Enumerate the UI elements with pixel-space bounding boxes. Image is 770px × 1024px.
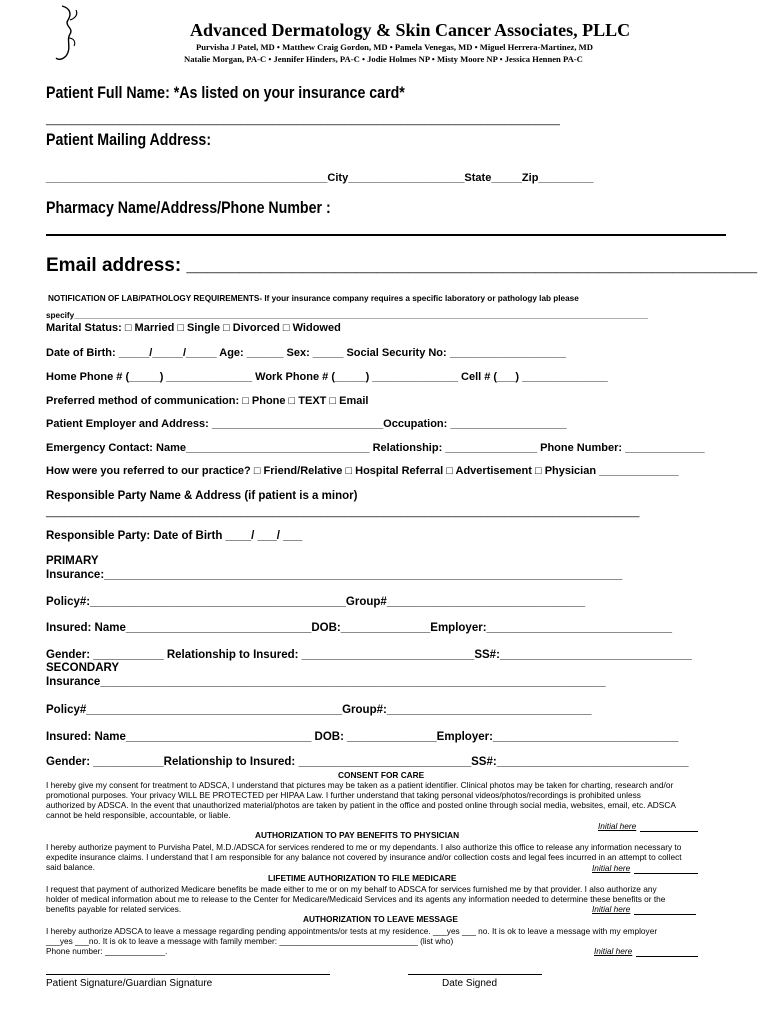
email-field[interactable]: Email address: ______________________________________________________ <box>46 255 758 276</box>
date-line[interactable] <box>408 974 542 975</box>
initial-here-medicare: Initial here <box>592 904 631 914</box>
employer-row[interactable]: Patient Employer and Address: ____________________________Occupation: ___________________ <box>46 418 567 430</box>
medicare-text-1: I request that payment of authorized Medicare benefits be made either to me or on my behalf to ADSCA for services furnished me by that provider. I also authorize any <box>46 884 657 894</box>
phone-numbers-row[interactable]: Home Phone # (_____) ______________ Work Phone # (_____) ______________ Cell # (___) ______________ <box>46 371 608 383</box>
emergency-contact-row[interactable]: Emergency Contact: Name______________________________ Relationship: _______________ Phone Number: _____________ <box>46 442 705 454</box>
mailing-address-label: Patient Mailing Address: <box>46 131 212 149</box>
notification-text: NOTIFICATION OF LAB/PATHOLOGY REQUIREMENTS- If your insurance company requires a specific laboratory or pathology lab please <box>48 294 579 303</box>
message-phone-field[interactable]: Phone number: _____________. <box>46 946 168 956</box>
initial-line-message[interactable] <box>636 956 698 957</box>
patient-name-field[interactable]: ____________________________________________________________________________________ <box>46 114 560 126</box>
initial-line-medicare[interactable] <box>634 914 696 915</box>
primary-policy-group-row[interactable]: Policy#:________________________________________Group#_______________________________ <box>46 596 586 608</box>
secondary-insurance-field[interactable]: Insurance_______________________________________________________________________________ <box>46 676 606 688</box>
date-signed-label: Date Signed <box>442 978 498 989</box>
authorization-text-2: expedite insurance claims. I understand that I am responsible for any balance not covered by insurance and/or collection costs and legal fees incurred in an attempt to collect <box>46 852 682 862</box>
primary-insured-row[interactable]: Insured: Name_____________________________DOB:______________Employer:_____________________________ <box>46 622 672 634</box>
providers-line-1: Purvisha J Patel, MD • Matthew Craig Gordon, MD • Pamela Venegas, MD • Miguel Herrera-Martinez, MD <box>196 42 593 52</box>
authorization-text-3: said balance. <box>46 862 95 872</box>
secondary-gender-relationship-row[interactable]: Gender: ___________Relationship to Insured: ___________________________SS#:______________________________ <box>46 756 689 768</box>
responsible-party-dob[interactable]: Responsible Party: Date of Birth ____/ ___/ ___ <box>46 530 303 542</box>
initial-here-consent: Initial here <box>598 821 637 831</box>
secondary-policy-group-row[interactable]: Policy#________________________________________Group#:________________________________ <box>46 704 592 716</box>
lab-specify-field[interactable]: specify______________________________________________________________________________________________________________________________ <box>46 311 648 320</box>
consent-text-2: promotional purposes. Your privacy WILL BE PROTECTED per HIPAA Law. I further understand that taking personal videos/photos/recordings is prohibited unless <box>46 790 641 800</box>
providers-line-2: Natalie Morgan, PA-C • Jennifer Hinders, PA-C • Jodie Holmes NP • Misty Moore NP • Jessica Hennen PA-C <box>184 54 583 64</box>
secondary-insurance-heading: SECONDARY <box>46 662 120 674</box>
message-text-1[interactable]: I hereby authorize ADSCA to leave a message regarding pending appointments/or tests at my residence. ___yes ___ no. It is ok to leave a message with my employer <box>46 926 658 936</box>
primary-insurance-field[interactable]: Insurance:_________________________________________________________________________________ <box>46 569 623 581</box>
pharmacy-label: Pharmacy Name/Address/Phone Number : <box>46 199 331 217</box>
dob-age-sex-ssn-row[interactable]: Date of Birth: _____/_____/_____ Age: ______ Sex: _____ Social Security No: ___________________ <box>46 347 566 359</box>
patient-name-label: Patient Full Name: *As listed on your insurance card* <box>46 84 405 102</box>
medicare-text-3: benefits payable for related services. <box>46 904 182 914</box>
preferred-communication-options[interactable]: Preferred method of communication: □ Phone □ TEXT □ Email <box>46 395 369 407</box>
marital-status-options[interactable]: Marital Status: □ Married □ Single □ Divorced □ Widowed <box>46 322 341 334</box>
initial-here-message: Initial here <box>594 946 633 956</box>
initial-line-consent[interactable] <box>640 831 698 832</box>
practice-title: Advanced Dermatology & Skin Cancer Associates, PLLC <box>190 20 631 40</box>
pharmacy-field-line[interactable] <box>46 234 726 236</box>
responsible-party-field[interactable]: _________________________________________________________________________________________________ <box>46 506 640 518</box>
primary-insurance-heading: PRIMARY <box>46 555 99 567</box>
initial-here-authorization: Initial here <box>592 863 631 873</box>
medicare-heading: LIFETIME AUTHORIZATION TO FILE MEDICARE <box>268 873 457 883</box>
consent-text-1: I hereby give my consent for treatment to ADSCA, I understand that pictures may be taken as a patient identifier. Clinical photos may be taken for charting, research and/or <box>46 780 674 790</box>
authorization-pay-heading: AUTHORIZATION TO PAY BENEFITS TO PHYSICIAN <box>255 830 460 840</box>
referral-source-options[interactable]: How were you referred to our practice? □ Friend/Relative □ Hospital Referral □ Advertisement □ Physician _____________ <box>46 465 679 477</box>
message-text-2[interactable]: ___yes ___no. It is ok to leave a message with family member: ______________________________ (list who) <box>46 936 454 946</box>
mailing-address-field[interactable]: ______________________________________________City___________________State_____Zip_________ <box>46 172 594 184</box>
authorization-text-1: I hereby authorize payment to Purvisha Patel, M.D./ADSCA for services rendered to me or my dependants. I also authorize this office to release any information necessary to <box>46 842 682 852</box>
responsible-party-label: Responsible Party Name & Address (if patient is a minor) <box>46 490 358 502</box>
leave-message-heading: AUTHORIZATION TO LEAVE MESSAGE <box>303 914 458 924</box>
signature-line[interactable] <box>46 974 330 975</box>
consent-text-4: cannot be held responsible, accountable, or liable. <box>46 810 231 820</box>
secondary-insured-row[interactable]: Insured: Name_____________________________ DOB: ______________Employer:_____________________________ <box>46 731 679 743</box>
primary-gender-relationship-row[interactable]: Gender: ___________ Relationship to Insured: ___________________________SS#:______________________________ <box>46 649 692 661</box>
medicare-text-2: holder of medical information about me to release to the Center for Medicare/Medicaid Services and its agents any information needed to determine these benefits or the <box>46 894 666 904</box>
practice-logo <box>48 4 84 62</box>
consent-text-3: authorized by ADSCA. In the event that unauthorized material/photos are taken by patient in the office and posted online through social media, websites, email, etc. ADSCA <box>46 800 676 810</box>
initial-line-authorization[interactable] <box>634 873 698 874</box>
patient-signature-label: Patient Signature/Guardian Signature <box>46 978 213 989</box>
consent-for-care-heading: CONSENT FOR CARE <box>338 770 425 780</box>
